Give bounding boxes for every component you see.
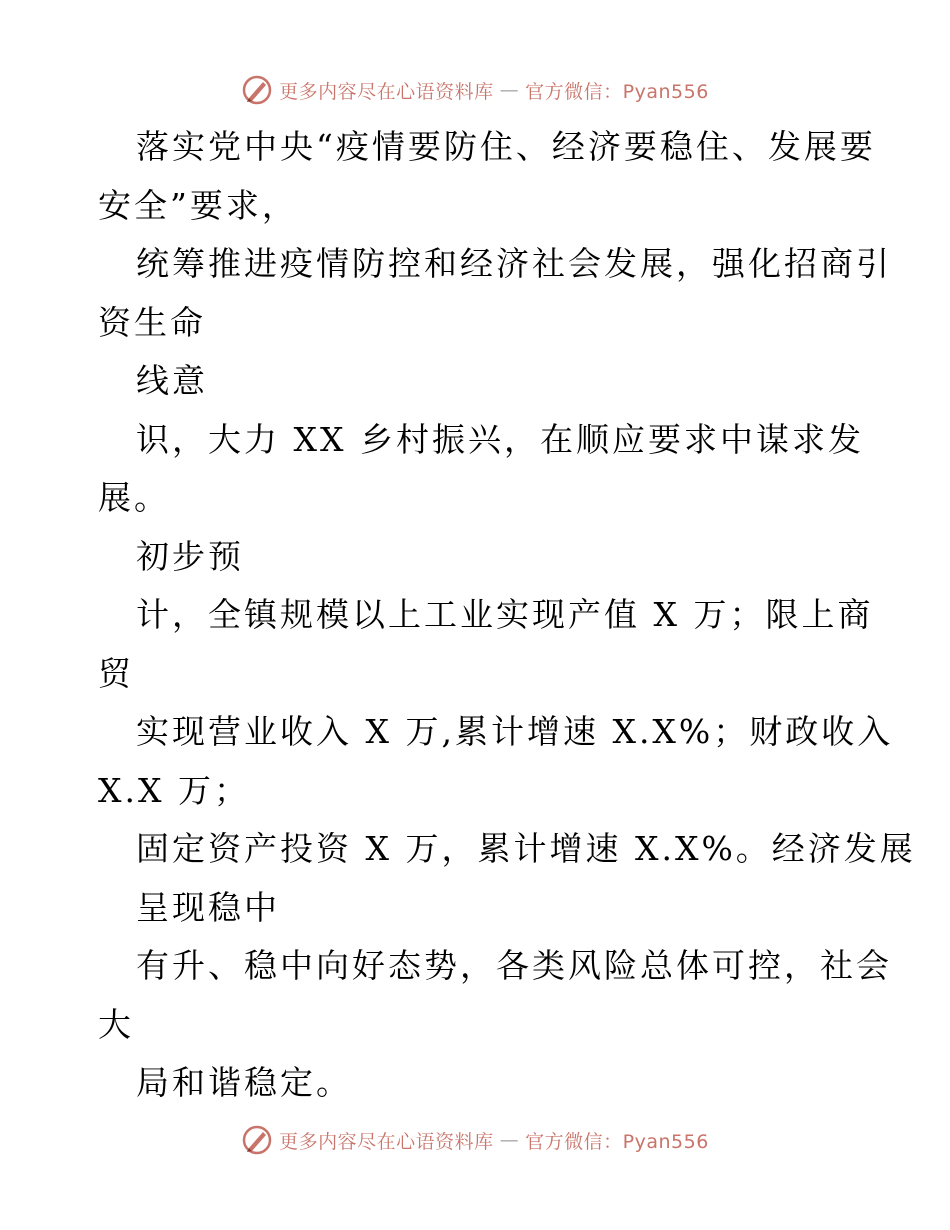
body-line: 固定资产投资 X 万，累计增速 X.X%。经济发展 [136,829,916,868]
watermark-dash: — [499,79,520,101]
watermark-suffix: 官方微信：Pyan556 [525,1130,709,1153]
body-line: 贸 [98,653,134,693]
body-line: 安全”要求， [98,185,298,225]
body-line: 落实党中央“疫情要防住、经济要稳住、发展要 [136,127,876,166]
watermark-text: 更多内容尽在心语资料库 [279,1130,494,1153]
watermark-dash: — [499,1129,520,1151]
header-watermark [0,70,950,110]
body-line: 实现营业收入 X 万,累计增速 X.X%；财政收入 [136,712,894,751]
body-line: 线意 [136,361,208,400]
pen-logo-icon [241,74,273,106]
watermark-suffix: 官方微信：Pyan556 [525,80,709,103]
document-body [98,118,916,1113]
body-line: 识，大力 XX 乡村振兴，在顺应要求中谋求发 [136,419,864,459]
body-line: 局和谐稳定。 [136,1063,352,1102]
body-line: 资生命 [98,302,206,342]
body-line: 统筹推进疫情防控和经济社会发展，强化招商引 [136,244,892,283]
body-line: X.X 万； [98,770,250,810]
pen-logo-icon [241,1124,273,1156]
footer-watermark [0,1120,950,1160]
body-line: 展。 [98,478,170,517]
body-line: 计，全镇规模以上工业实现产值 X 万；限上商 [136,595,874,634]
body-line: 呈现稳中 [136,887,280,927]
body-line: 有升、稳中向好态势，各类风险总体可控，社会 [136,946,892,985]
body-line: 大 [98,1004,134,1044]
watermark-text: 更多内容尽在心语资料库 [279,80,494,103]
body-line: 初步预 [136,536,244,576]
